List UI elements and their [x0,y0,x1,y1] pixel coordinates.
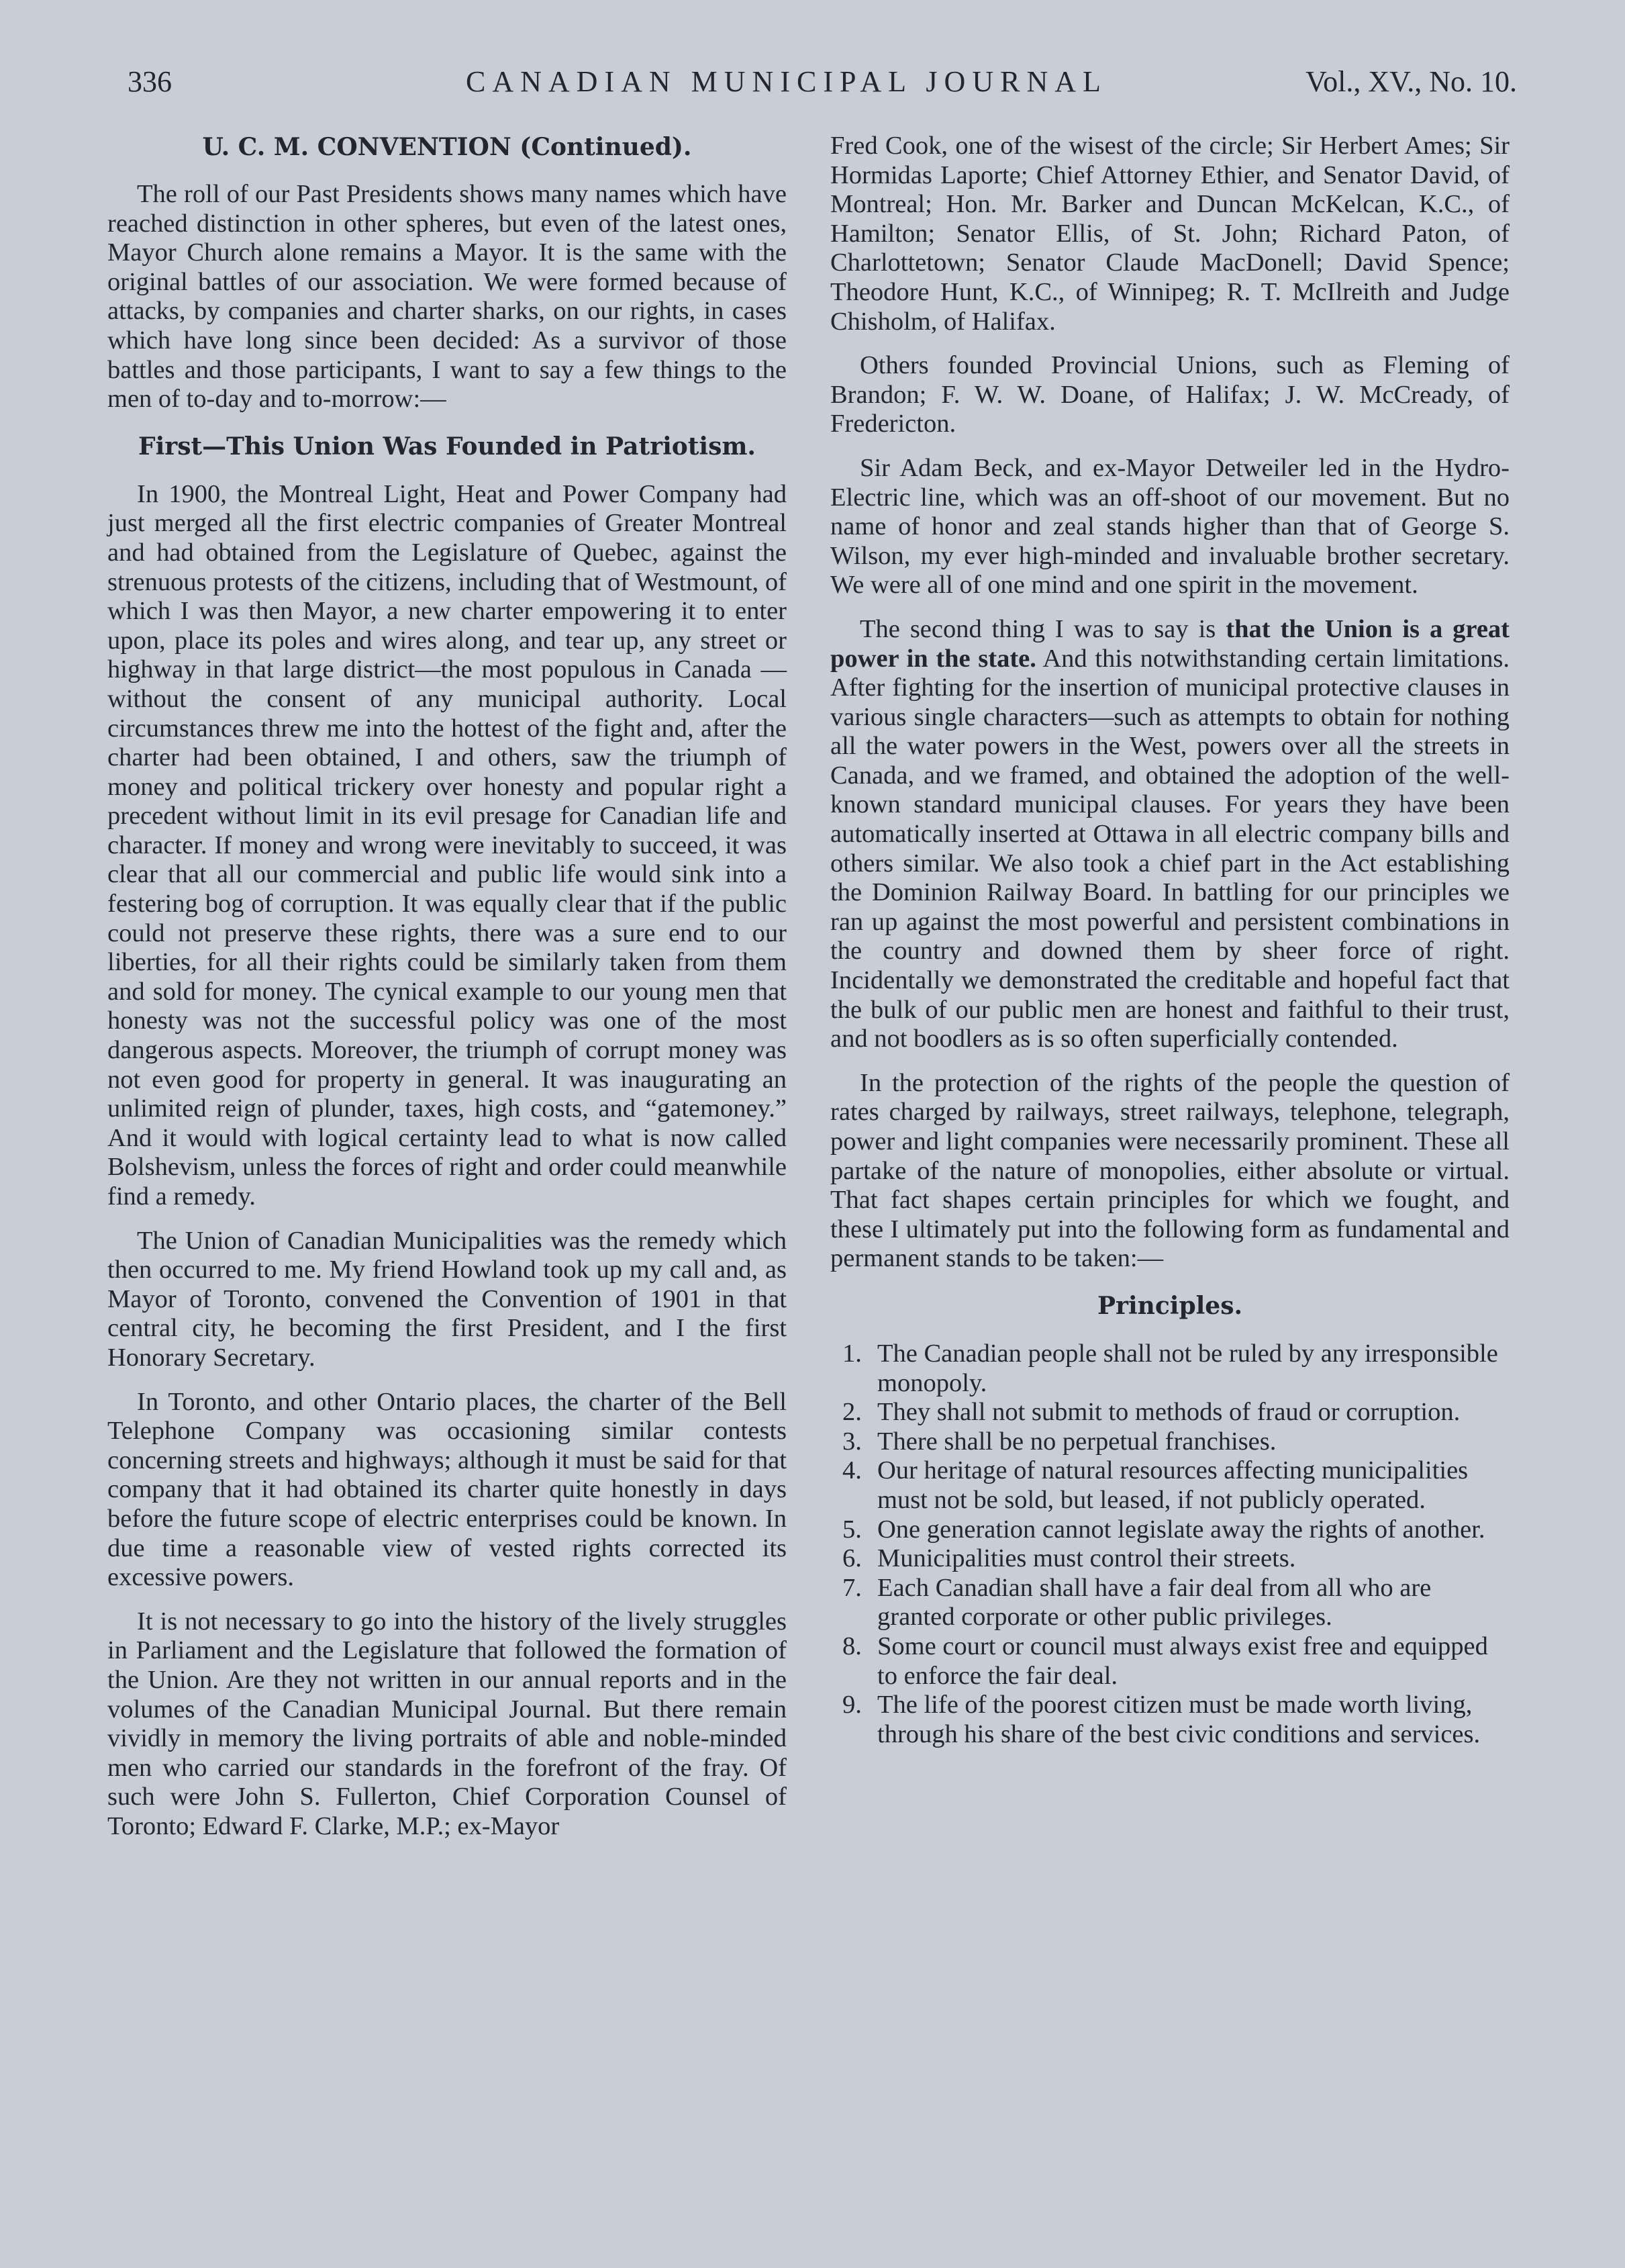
principle-item [830,1339,1510,1398]
principle-number: 3. [842,1427,862,1456]
principle-item [830,1574,1510,1632]
page-number: 336 [128,65,172,98]
principle-number: 1. [842,1339,862,1368]
journal-title: CANADIAN MUNICIPAL JOURNAL [466,65,1107,98]
principle-text: Each Canadian shall have a fair deal from all who are granted corporate or other public privileges. [877,1573,1432,1632]
principles-list [830,1339,1510,1749]
principle-text: The Canadian people shall not be ruled by any irresponsible monopoly. [877,1339,1498,1397]
principle-item [830,1691,1510,1749]
great-power-lead: The second thing I was to say is [860,614,1226,643]
principle-text: Some court or council must always exist free and equipped to enforce the fair deal. [877,1632,1488,1690]
intro-paragraph: The roll of our Past Presidents shows many names which have reached distinction in other spheres, but even of the latest ones, Mayor Church alone remains a Mayor. It is the same with the original battles of our association. We were formed because of attacks, by companies and charter sharks, on our rights, in cases which have long since been decided: As a survivor of those battles and those participants, I want to say a few things to the men of to-day and to-morrow:— [107,180,787,414]
principles-heading: Principles. [1097,1291,1243,1320]
section-heading-patriotism: First—This Union Was Founded in Patriotism. [138,432,756,461]
principle-number: 6. [842,1544,862,1573]
great-power-rest: And this notwithstanding certain limitations. After fighting for the insertion of municipal protective clauses in various single characters—such as attempts to obtain for nothing all the water powers in the West, powers over all the streets in Canada, and we framed, and obtained the adoption of the well-known standard municipal clauses. For years they have been automatically inserted at Ottawa in all electric company bills and others similar. We also took a chief part in the Act establishing the Dominion Railway Board. In battling for our principles we ran up against the most powerful and persistent combinations in the country and downed them by sheer force of right. Incidentally we demonstrated the creditable and hopeful fact that the bulk of our public men are honest and faithful to their trust, and not boodlers as is so often superficially contended. [830,644,1510,1053]
principle-number: 4. [842,1456,862,1485]
paragraph-provincial-unions: Others founded Provincial Unions, such as Fleming of Brandon; F. W. W. Doane, of Halifax; J. W. McCready, of Fredericton. [830,351,1510,438]
principle-item [830,1544,1510,1574]
principle-item [830,1398,1510,1427]
principle-number: 7. [842,1573,862,1602]
principle-number: 8. [842,1632,862,1660]
left-column [107,132,787,1856]
paragraph-rates: In the protection of the rights of the people the question of rates charged by railways, street railways, telephone, telegraph, power and light companies were necessarily prominent. These all partake of the nature of monopolies, either absolute or virtual. That fact shapes certain principles for which we fought, and these I ultimately put into the following form as fundamental and permanent stands to be taken:— [830,1068,1510,1273]
paragraph-montreal: In 1900, the Montreal Light, Heat and Power Company had just merged all the first electric companies of Greater Montreal and had obtained from the Legislature of Quebec, against the strenuous protests of the citizens, including that of Westmount, of which I was then Mayor, a new charter empowering it to enter upon, place its poles and wires along, and tear up, any street or highway in that large district—the most populous in Canada —without the consent of any municipal authority. Local circumstances threw me into the hottest of the fight and, after the charter had been obtained, I and others, saw the triumph of money and political trickery over honesty and popular right a precedent without limit in its evil presage for Canadian life and character. If money and wrong were inevitably to succeed, it was clear that all our commercial and public life would sink into a festering bog of corruption. It was equally clear that if the public could not preserve these rights, there was a sure end to our liberties, for all their rights could be similarly taken from them and sold for money. The cynical example to our young men that honesty was not the successful policy was one of the most dangerous aspects. Moreover, the triumph of corrupt money was not even good for property in general. It was inaugurating an unlimited reign of plunder, taxes, high costs, and “gatemoney.” And it would with logical certainty lead to what is now called Bolshevism, unless the forces of right and order could meanwhile find a remedy. [107,479,787,1211]
principle-text: They shall not submit to methods of fraud or corruption. [877,1398,1461,1427]
paragraph-names: Fred Cook, one of the wisest of the circle; Sir Herbert Ames; Sir Hormidas Laporte; Chief Attorney Ethier, and Senator David, of Montreal; Hon. Mr. Barker and Duncan McKelcan, K.C., of Hamilton; Senator Ellis, of St. John; Richard Paton, of Charlottetown; Senator Claude MacDonell; David Spence; Theodore Hunt, K.C., of Winnipeg; R. T. McIlreith and Judge Chisholm, of Halifax. [830,132,1510,336]
principle-number: 5. [842,1515,862,1544]
principle-text: The life of the poorest citizen must be made worth living, through his share of the best civic conditions and services. [877,1691,1481,1748]
principle-item [830,1632,1510,1691]
volume-label: Vol., XV., No. 10. [1306,65,1517,98]
principle-item [830,1427,1510,1457]
article-title: U. C. M. CONVENTION (Continued). [202,133,692,161]
paragraph-toronto: In Toronto, and other Ontario places, the charter of the Bell Telephone Company was occasioning similar contests concerning streets and highways; although it must be said for that company that it had obtained its charter quite honestly in days before the future scope of electric enterprises could be known. In due time a reasonable view of vested rights corrected its excessive powers. [107,1387,787,1592]
principle-text: Our heritage of natural resources affecting municipalities must not be sold, but leased, if not publicly operated. [877,1456,1469,1514]
principle-text: Municipalities must control their streets. [877,1544,1296,1573]
principle-item [830,1456,1510,1515]
paragraph-hydro-electric: Sir Adam Beck, and ex-Mayor Detweiler led in the Hydro-Electric line, which was an off-shoot of our movement. But no name of honor and zeal stands higher than that of George S. Wilson, my ever high-minded and invaluable brother secretary. We were all of one mind and one spirit in the movement. [830,453,1510,600]
principle-number: 9. [842,1691,862,1719]
principle-text: There shall be no perpetual franchises. [877,1427,1277,1456]
page-header [128,64,1517,118]
paragraph-history: It is not necessary to go into the history of the lively struggles in Parliament and the Legislature that followed the formation of the Union. Are they not written in our annual reports and in the volumes of the Canadian Municipal Journal. But there remain vividly in memory the living portraits of able and noble-minded men who carried our standards in the forefront of the fray. Of such were John S. Fullerton, Chief Corporation Counsel of Toronto; Edward F. Clarke, M.P.; ex-Mayor [107,1607,787,1840]
principle-number: 2. [842,1398,862,1427]
principle-text: One generation cannot legislate away the rights of another. [877,1515,1485,1544]
right-column [830,132,1510,1749]
paragraph-great-power [830,615,1510,1054]
principle-item [830,1515,1510,1545]
great-power-emphasis: that the Union is a great power in the state. [830,614,1510,673]
paragraph-union-remedy: The Union of Canadian Municipalities was the remedy which then occurred to me. My friend Howland took up my call and, as Mayor of Toronto, convened the Convention of 1901 in that central city, he becoming the first President, and I the first Honorary Secretary. [107,1226,787,1372]
